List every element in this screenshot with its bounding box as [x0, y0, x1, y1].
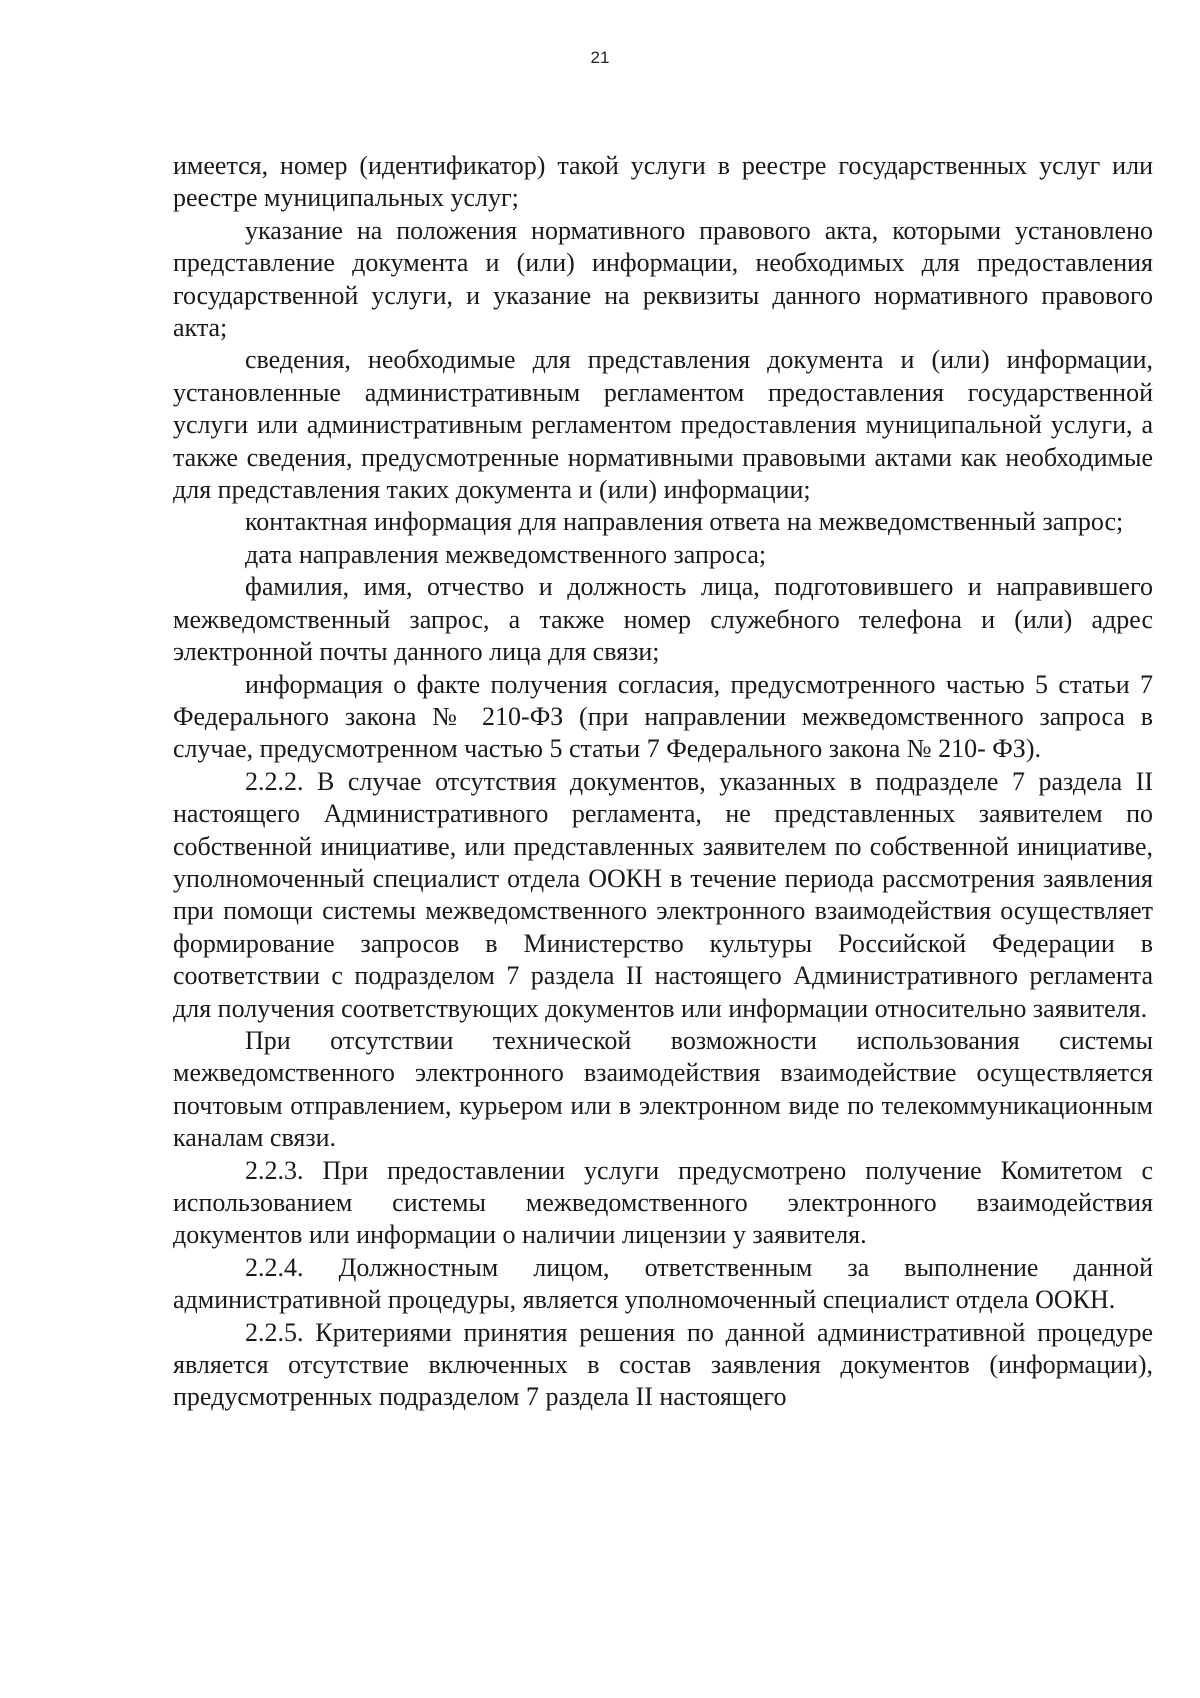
paragraph-section-2-2-4: 2.2.4. Должностным лицом, ответственным за выполнение данной административной процедуры, является уполномоченный специалист отдела ООКН. [173, 1252, 1153, 1315]
paragraph-contact-information: контактная информация для направления ответа на межведомственный запрос; [245, 507, 1124, 537]
page-number: 21 [590, 48, 610, 67]
paragraph-required-information: сведения, необходимые для представления документа и (или) информации, установленные административным регламентом предоставления государственной услуги или административным регламентом предоставления муниципальной услуги, а также сведения, предусмотренные нормативными правовыми актами как необходимые для представления таких документа и (или) информации; [173, 345, 1153, 505]
paragraph-section-2-2-5: 2.2.5. Критериями принятия решения по данной административной процедуре является отсутствие включенных в состав заявления документов (информации), предусмотренных подразделом 7 раздела II настоящего [173, 1317, 1153, 1412]
paragraph-continuation: имеется, номер (идентификатор) такой услуги в реестре государственных услуг или реестре муниципальных услуг; [173, 151, 1153, 213]
paragraph-no-technical-possibility: При отсутствии технической возможности использования системы межведомственного электронного взаимодействия взаимодействие осуществляется почтовым отправлением, курьером или в электронном виде по телекоммуникационным каналам связи. [173, 1025, 1153, 1153]
document-body [173, 150, 1153, 1414]
paragraph-request-date: дата направления межведомственного запроса; [245, 539, 767, 569]
paragraph-responsible-person: фамилия, имя, отчество и должность лица, подготовившего и направившего межведомственный запрос, а также номер служебного телефона и (или) адрес электронной почты данного лица для связи; [173, 572, 1153, 667]
paragraph-legal-act-reference: указание на положения нормативного правового акта, которыми установлено представление документа и (или) информации, необходимых для предоставления государственной услуги, и указание на реквизиты данного нормативного правового акта; [173, 215, 1153, 343]
paragraph-consent-information: информация о факте получения согласия, предусмотренного частью 5 статьи 7 Федерального закона № 210-ФЗ (при направлении межведомственного запроса в случае, предусмотренном частью 5 статьи 7 Федерального закона № 210- ФЗ). [173, 669, 1153, 764]
paragraph-section-2-2-2: 2.2.2. В случае отсутствия документов, указанных в подразделе 7 раздела II настоящего Административного регламента, не представленных заявителем по собственной инициативе, или представленных заявителем по собственной инициативе, уполномоченный специалист отдела ООКН в течение периода рассмотрения заявления при помощи системы межведомственного электронного взаимодействия осуществляет формирование запросов в Министерство культуры Российской Федерации в соответствии с подразделом 7 раздела II настоящего Административного регламента для получения соответствующих документов или информации относительно заявителя. [173, 766, 1153, 1023]
paragraph-section-2-2-3: 2.2.3. При предоставлении услуги предусмотрено получение Комитетом с использованием системы межведомственного электронного взаимодействия документов или информации о наличии лицензии у заявителя. [173, 1155, 1153, 1250]
